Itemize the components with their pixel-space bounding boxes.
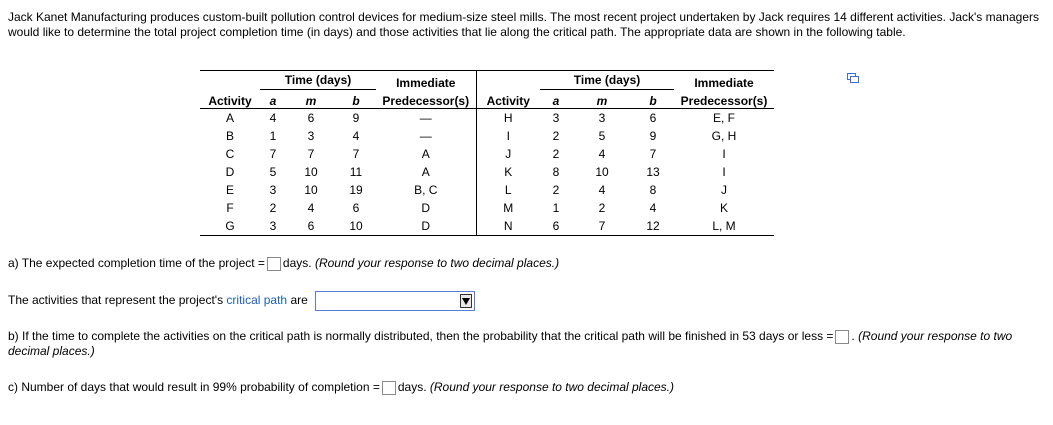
cell-activity: L xyxy=(476,181,540,199)
activity-header-right: Activity xyxy=(476,90,540,109)
cell-a: 1 xyxy=(269,129,277,143)
cell-m: 6 xyxy=(307,111,315,125)
cell-m: 3 xyxy=(598,111,606,125)
cell-activity: B xyxy=(225,129,234,143)
critical-path-suffix: are xyxy=(290,293,308,308)
question-c-hint: (Round your response to two decimal places.) xyxy=(429,380,675,394)
cell-pred: — xyxy=(419,129,432,143)
table-row xyxy=(200,145,774,163)
cell-a: 7 xyxy=(269,147,277,161)
question-a xyxy=(8,256,559,271)
m-header-right: m xyxy=(572,90,632,109)
question-c xyxy=(8,380,674,395)
cell-a: 5 xyxy=(269,165,277,179)
cell-b: 12 xyxy=(632,217,674,236)
cell-pred: I xyxy=(722,147,726,161)
cell-pred: J xyxy=(721,183,727,197)
cell-pred: A xyxy=(421,165,430,179)
cell-m: 7 xyxy=(572,217,632,236)
cell-activity: F xyxy=(226,201,234,215)
cell-pred: — xyxy=(419,111,432,125)
question-c-unit: days. xyxy=(397,380,427,394)
cell-a: 2 xyxy=(269,201,277,215)
cell-pred: D xyxy=(421,201,431,215)
cell-b: 4 xyxy=(649,201,657,215)
cell-pred: L, M xyxy=(674,217,774,236)
cell-a: 4 xyxy=(269,111,277,125)
cell-pred: A xyxy=(421,147,430,161)
critical-path-select[interactable] xyxy=(315,291,475,311)
cell-b: 10 xyxy=(336,217,376,236)
probability-input[interactable] xyxy=(835,330,849,344)
pred-header-right-2: Predecessor(s) xyxy=(674,90,774,109)
cell-pred: E, F xyxy=(712,111,735,125)
cell-b: 19 xyxy=(349,183,363,197)
cell-a: 1 xyxy=(552,201,560,215)
pred-header-right-1: Immediate xyxy=(674,71,774,90)
cell-activity: N xyxy=(476,217,540,236)
cell-m: 4 xyxy=(598,183,606,197)
completion-time-input[interactable] xyxy=(267,257,281,271)
cell-activity: C xyxy=(225,147,235,161)
pred-header-left-2: Predecessor(s) xyxy=(376,90,476,109)
table-row xyxy=(200,163,774,181)
cell-activity: A xyxy=(225,111,234,125)
cell-activity: D xyxy=(225,165,235,179)
cell-b: 11 xyxy=(349,165,363,179)
cell-activity: E xyxy=(225,183,234,197)
cell-pred: B, C xyxy=(414,183,438,197)
time-group-header-right: Time (days) xyxy=(540,71,674,90)
question-b-hint: (Round your response to two decimal places.) xyxy=(8,329,1013,358)
cell-m: 7 xyxy=(307,147,315,161)
cell-activity: J xyxy=(476,145,540,163)
question-b-period: . xyxy=(851,329,855,343)
cell-b: 9 xyxy=(649,129,657,143)
cell-a: 3 xyxy=(260,217,286,236)
cell-a: 2 xyxy=(552,147,560,161)
copy-table-icon[interactable] xyxy=(847,73,859,83)
pred-header-left-1: Immediate xyxy=(376,71,476,90)
cell-pred: D xyxy=(376,217,476,236)
cell-m: 10 xyxy=(304,165,318,179)
table-row xyxy=(200,127,774,145)
cell-activity: K xyxy=(476,163,540,181)
cell-m: 5 xyxy=(598,129,606,143)
question-a-text: a) The expected completion time of the project = xyxy=(8,256,265,270)
cell-a: 3 xyxy=(552,111,560,125)
b-header-left: b xyxy=(336,90,376,109)
cell-a: 6 xyxy=(540,217,572,236)
table-row xyxy=(200,199,774,217)
cell-m: 4 xyxy=(598,147,606,161)
m-header-left: m xyxy=(286,90,336,109)
cell-b: 8 xyxy=(649,183,657,197)
cell-b: 9 xyxy=(352,111,360,125)
cell-a: 2 xyxy=(552,129,560,143)
cell-pred: I xyxy=(722,165,726,179)
cell-b: 7 xyxy=(649,147,657,161)
question-b-text: b) If the time to complete the activities on the critical path is normally distributed, then the probability that the critical path will be finished in 53 days or less = xyxy=(8,329,834,343)
cell-activity: G xyxy=(200,217,260,236)
question-b xyxy=(8,329,1043,359)
table-row xyxy=(200,217,774,236)
a-header-left: a xyxy=(260,90,286,109)
cell-m: 3 xyxy=(307,129,315,143)
cell-m: 10 xyxy=(304,183,318,197)
critical-path-link[interactable]: critical path xyxy=(226,293,288,308)
cell-b: 7 xyxy=(352,147,360,161)
cell-m: 10 xyxy=(595,165,609,179)
chevron-down-icon[interactable] xyxy=(460,294,472,308)
cell-b: 13 xyxy=(646,165,660,179)
cell-a: 3 xyxy=(269,183,277,197)
activity-header-left: Activity xyxy=(200,90,260,109)
cell-activity: H xyxy=(476,109,540,128)
cell-b: 4 xyxy=(352,129,360,143)
cell-pred: K xyxy=(719,201,728,215)
problem-intro: Jack Kanet Manufacturing produces custom-built pollution control devices for medium-size steel mills. The most recent project undertaken by Jack requires 14 different activities. Jack's managers would like to determine the total project completion time (in days) and those activities that lie along the critical path. The appropriate data are shown in the following table. xyxy=(8,10,1039,39)
table-row xyxy=(200,181,774,199)
cell-m: 4 xyxy=(307,201,315,215)
b-header-right: b xyxy=(632,90,674,109)
activity-data-table xyxy=(200,70,774,236)
cell-a: 8 xyxy=(552,165,560,179)
critical-path-question xyxy=(8,291,475,311)
cell-activity: I xyxy=(476,127,540,145)
question-c-text: c) Number of days that would result in 99% probability of completion = xyxy=(8,380,380,394)
cell-pred: G, H xyxy=(711,129,737,143)
cell-b: 6 xyxy=(649,111,657,125)
cell-activity: M xyxy=(476,199,540,217)
days-99-input[interactable] xyxy=(382,381,396,395)
cell-b: 6 xyxy=(352,201,360,215)
question-a-unit: days. xyxy=(282,256,312,270)
a-header-right: a xyxy=(540,90,572,109)
table-row xyxy=(200,109,774,128)
cell-m: 2 xyxy=(598,201,606,215)
question-a-hint: (Round your response to two decimal places.) xyxy=(314,256,560,270)
cell-a: 2 xyxy=(552,183,560,197)
critical-path-text: The activities that represent the project's xyxy=(8,293,224,308)
cell-m: 6 xyxy=(286,217,336,236)
time-group-header-left: Time (days) xyxy=(260,71,376,90)
